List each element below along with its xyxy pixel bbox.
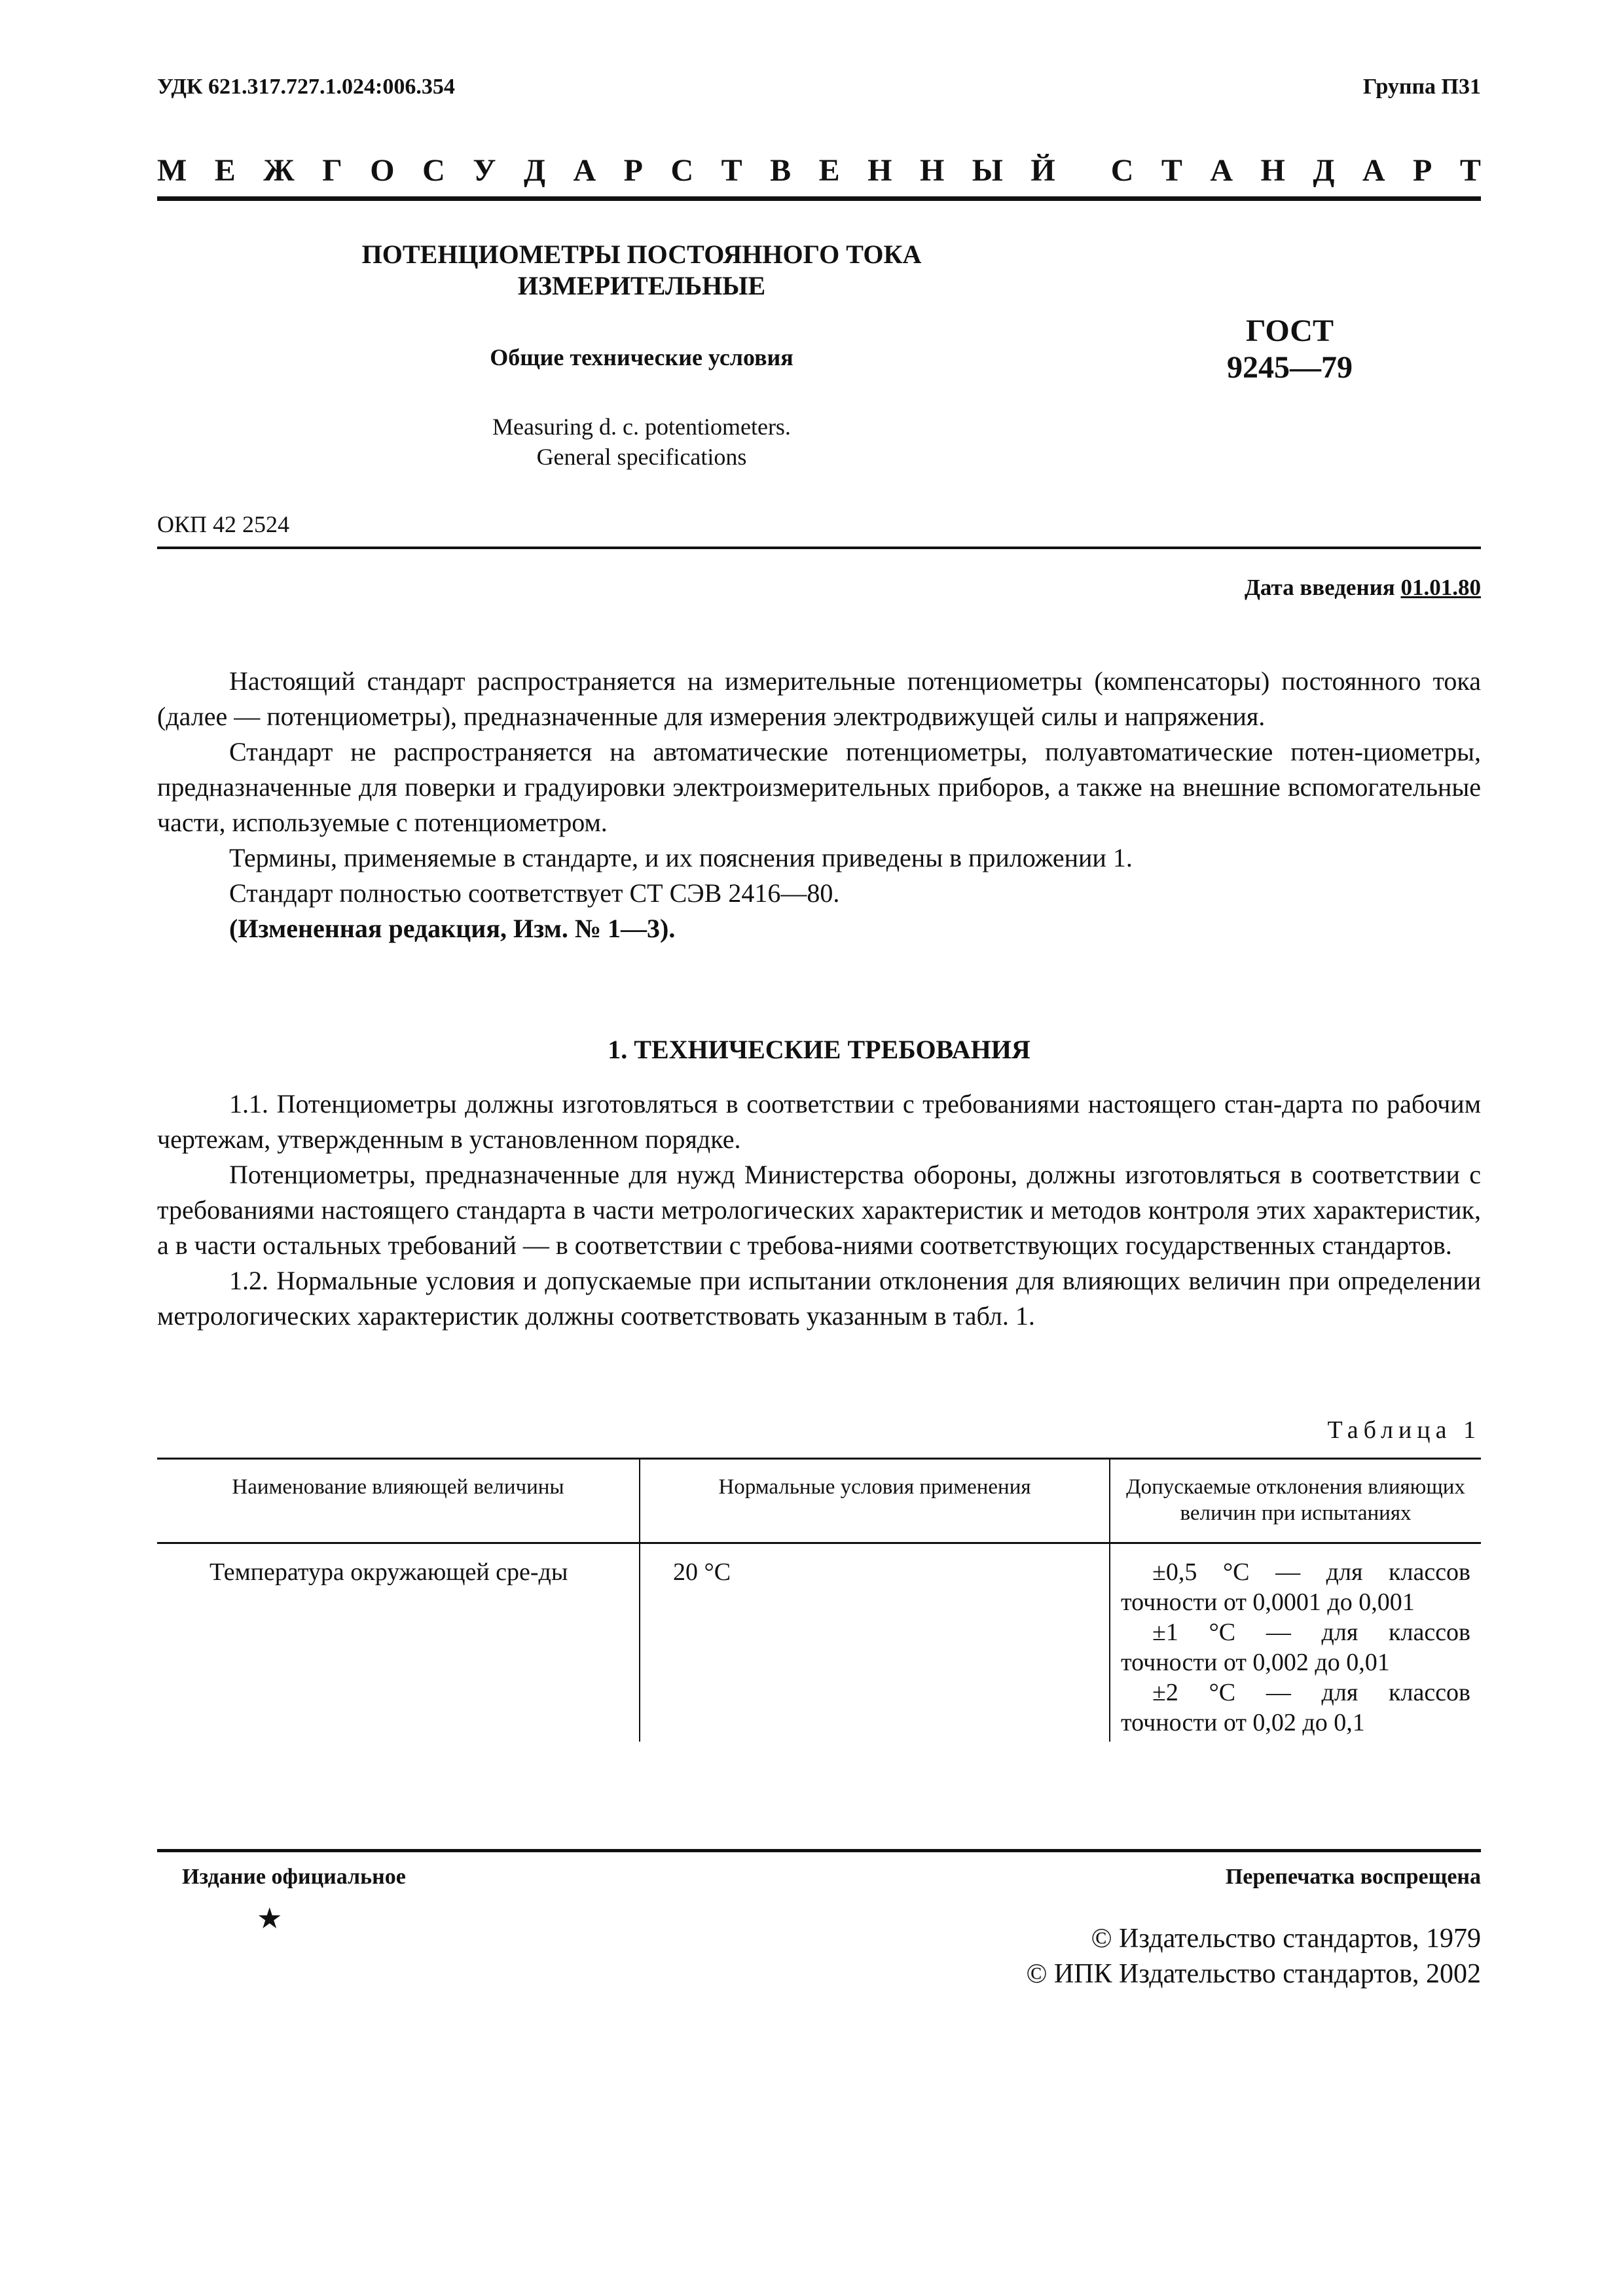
intro-paragraph: Стандарт полностью соответствует СТ СЭВ 2416—80. xyxy=(229,878,840,908)
document-subtitle-english: Measuring d. c. potentiometers. General specifications xyxy=(492,414,791,470)
document-title: ПОТЕНЦИОМЕТРЫ ПОСТОЯННОГО ТОКА ИЗМЕРИТЕЛЬНЫЕ xyxy=(361,240,922,300)
introduction-date-value: 01.01.80 xyxy=(1400,575,1481,600)
banner-letter: Г xyxy=(322,153,342,188)
banner-letter: Н xyxy=(867,153,892,188)
table-caption: Таблица 1 xyxy=(1327,1416,1481,1444)
banner-letter: Е xyxy=(214,153,236,188)
table-header-cell: Нормальные условия применения xyxy=(640,1459,1110,1543)
title-block xyxy=(327,239,956,472)
amendment-note: (Измененная редакция, Изм. № 1—3). xyxy=(229,914,676,943)
banner-letter: У xyxy=(473,153,496,188)
banner-letter: С xyxy=(670,153,694,188)
copyright-line: © ИПК Издательство стандартов, 2002 xyxy=(1026,1959,1481,1989)
table-cell-deviations xyxy=(1110,1543,1481,1742)
table-header-row xyxy=(157,1459,1481,1543)
deviation-item: ±0,5 °С — для классов точности от 0,0001 до 0,001 xyxy=(1121,1558,1470,1616)
table-row xyxy=(157,1543,1481,1742)
section-paragraph: Потенциометры, предназначенные для нужд Министерства обороны, должны изготовляться в соответствии с требованиями настоящего стандарта в части метрологических характеристик и методов контроля этих характеристик, а в части остальных требований — в соответствии с требова-ниями соответствующих государственных стандартов. xyxy=(157,1160,1481,1260)
intro-section xyxy=(157,664,1481,946)
document-subtitle: Общие технические условия xyxy=(490,344,793,370)
banner-letter: Т xyxy=(721,153,742,188)
banner-letter: С xyxy=(422,153,445,188)
table-header-cell: Допускаемые отклонения влияющих величин при испытаниях xyxy=(1110,1459,1481,1543)
okp-rule xyxy=(157,547,1481,549)
banner-letter: В xyxy=(770,153,792,188)
reprint-label: Перепечатка воспрещена xyxy=(1225,1865,1481,1889)
table-cell-normal: 20 °С xyxy=(640,1543,1110,1742)
banner-letter: А xyxy=(573,153,596,188)
intro-paragraph: Стандарт не распространяется на автоматические потенциометры, полуавтоматические потен-циометры, предназначенные для поверки и градуировки электроизмерительных приборов, а также на внешние вспомогательные части, используемые с потенциометром. xyxy=(157,737,1481,837)
table-cell-quantity: Температура окружающей сре-ды xyxy=(157,1543,640,1742)
banner-letter: Е xyxy=(818,153,840,188)
banner-letter: Д xyxy=(1313,153,1335,188)
copyright-line: © Издательство стандартов, 1979 xyxy=(1091,1924,1481,1954)
deviation-item: ±2 °С — для классов точности от 0,02 до 0,1 xyxy=(1121,1679,1470,1736)
intro-paragraph: Термины, применяемые в стандарте, и их пояснения приведены в приложении 1. xyxy=(229,843,1133,872)
banner-rule xyxy=(157,196,1481,201)
deviation-item: ±1 °С — для классов точности от 0,002 до 0,01 xyxy=(1121,1619,1470,1676)
banner-letter: Н xyxy=(1260,153,1285,188)
influencing-quantities-table xyxy=(157,1458,1481,1742)
banner-letter: Й xyxy=(1030,153,1055,188)
banner-letter: С xyxy=(1110,153,1134,188)
standard-type-banner xyxy=(157,152,1481,188)
section-paragraph: 1.1. Потенциометры должны изготовляться в соответствии с требованиями настоящего стан-дарта по рабочим чертежам, утвержденным в установленном порядке. xyxy=(157,1089,1481,1154)
banner-letter: Ы xyxy=(972,153,1003,188)
banner-letter: А xyxy=(1362,153,1385,188)
edition-label: Издание официальное xyxy=(182,1865,406,1889)
gost-number: ГОСТ 9245—79 xyxy=(1227,314,1353,385)
okp-code: ОКП 42 2524 xyxy=(157,511,290,537)
banner-letter: Т xyxy=(1459,153,1481,188)
section-paragraph: 1.2. Нормальные условия и допускаемые при испытании отклонения для влияющих величин при определении метрологических характеристик должны соответствовать указанным в табл. 1. xyxy=(157,1266,1481,1331)
banner-letter: Ж xyxy=(263,153,295,188)
group-code: Группа П31 xyxy=(1362,75,1481,99)
intro-paragraph: Настоящий стандарт распространяется на измерительные потенциометры (компенсаторы) постоянного тока (далее — потенциометры), предназначенные для измерения электродвижущей силы и напряжения. xyxy=(157,666,1481,731)
table-header-cell: Наименование влияющей величины xyxy=(157,1459,640,1543)
banner-letter: Н xyxy=(919,153,945,188)
banner-letter: Д xyxy=(523,153,546,188)
banner-letter: Р xyxy=(623,153,643,188)
copyright-block xyxy=(1026,1921,1481,1992)
banner-letter: Т xyxy=(1161,153,1182,188)
star-icon: ★ xyxy=(257,1903,283,1935)
section-body xyxy=(157,1086,1481,1334)
introduction-date xyxy=(1245,575,1481,601)
banner-letter: Р xyxy=(1413,153,1432,188)
footer-rule xyxy=(157,1849,1481,1852)
banner-letter: А xyxy=(1210,153,1233,188)
udc-code: УДК 621.317.727.1.024:006.354 xyxy=(157,75,455,99)
section-heading: 1. ТЕХНИЧЕСКИЕ ТРЕБОВАНИЯ xyxy=(608,1035,1030,1064)
banner-letter: М xyxy=(157,153,187,188)
introduction-date-label: Дата введения xyxy=(1244,575,1401,600)
banner-letter: О xyxy=(370,153,395,188)
